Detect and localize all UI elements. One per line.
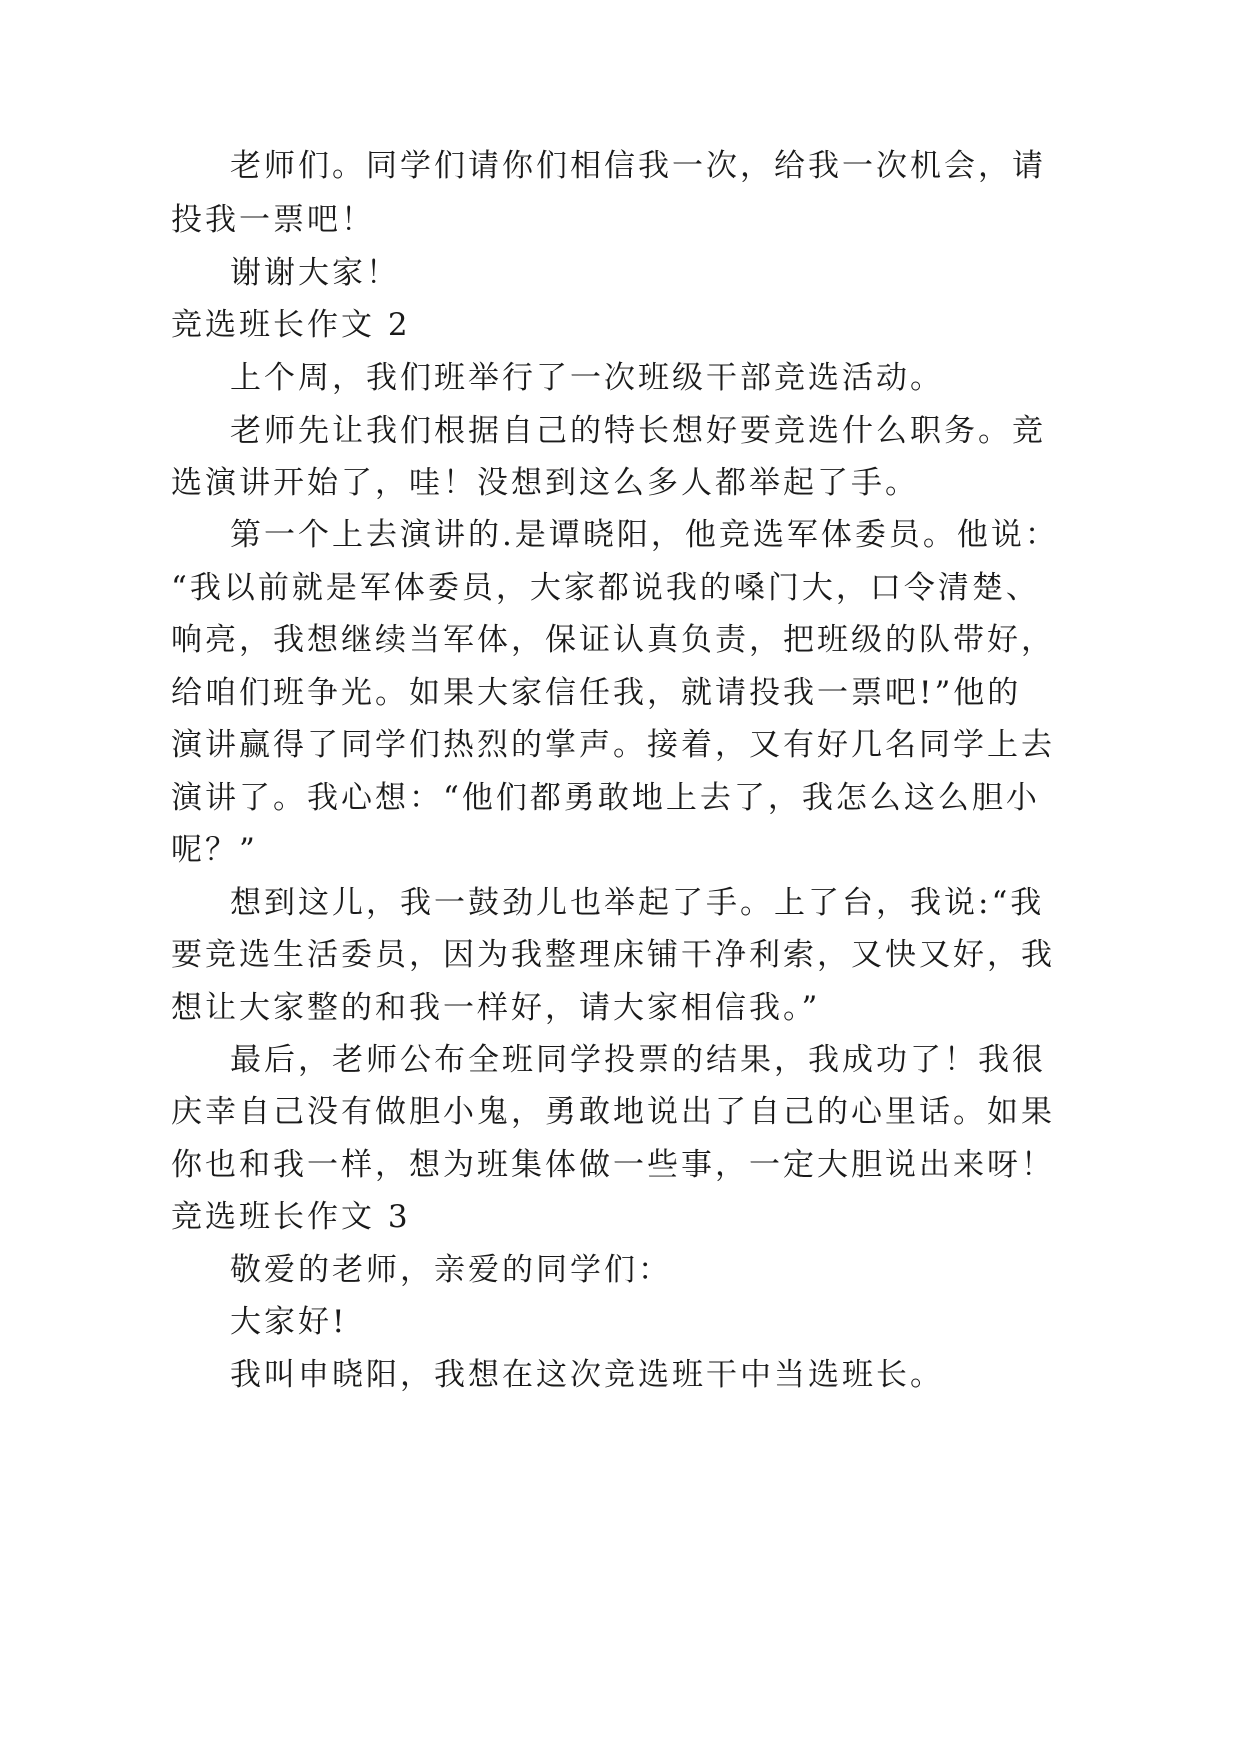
paragraph-line: 给咱们班争光。如果大家信任我，就请投我一票吧!”他的 <box>171 675 1022 711</box>
paragraph-line: 我叫申晓阳，我想在这次竞选班干中当选班长。 <box>230 1357 944 1393</box>
paragraph-line: 投我一票吧！ <box>171 202 375 238</box>
paragraph-line: 你也和我一样，想为班集体做一些事，一定大胆说出来呀！ <box>171 1147 1055 1183</box>
paragraph-line: 想到这儿，我一鼓劲儿也举起了手。上了台，我说:“我 <box>230 885 1045 921</box>
paragraph-line: 老师们。同学们请你们相信我一次，给我一次机会，请 <box>230 148 1046 184</box>
paragraph-line: 庆幸自己没有做胆小鬼，勇敢地说出了自己的心里话。如果 <box>171 1094 1055 1130</box>
paragraph-line: 演讲了。我心想：“他们都勇敢地上去了，我怎么这么胆小 <box>171 780 1040 816</box>
paragraph-line: 响亮，我想继续当军体，保证认真负责，把班级的队带好， <box>171 622 1055 658</box>
paragraph-line: 演讲赢得了同学们热烈的掌声。接着，又有好几名同学上去 <box>171 727 1055 763</box>
paragraph-line: 最后，老师公布全班同学投票的结果，我成功了！我很 <box>230 1042 1046 1078</box>
paragraph-line: 上个周，我们班举行了一次班级干部竞选活动。 <box>230 360 944 396</box>
paragraph-line: 敬爱的老师，亲爱的同学们： <box>230 1252 672 1288</box>
paragraph-line: “我以前就是军体委员，大家都说我的嗓门大，口令清楚、 <box>171 570 1040 606</box>
paragraph-line: 谢谢大家！ <box>230 255 400 291</box>
paragraph-line: 大家好! <box>230 1304 348 1340</box>
paragraph-line: 呢？” <box>171 832 258 868</box>
paragraph-line: 选演讲开始了，哇！没想到这么多人都举起了手。 <box>171 465 919 501</box>
section-heading: 竞选班长作文 3 <box>171 1199 411 1235</box>
section-heading: 竞选班长作文 2 <box>171 307 411 343</box>
paragraph-line: 第一个上去演讲的.是谭晓阳，他竞选军体委员。他说： <box>230 517 1059 553</box>
paragraph-line: 老师先让我们根据自己的特长想好要竞选什么职务。竞 <box>230 413 1046 449</box>
paragraph-line: 要竞选生活委员，因为我整理床铺干净利索，又快又好，我 <box>171 937 1055 973</box>
paragraph-line: 想让大家整的和我一样好，请大家相信我。” <box>171 990 821 1026</box>
